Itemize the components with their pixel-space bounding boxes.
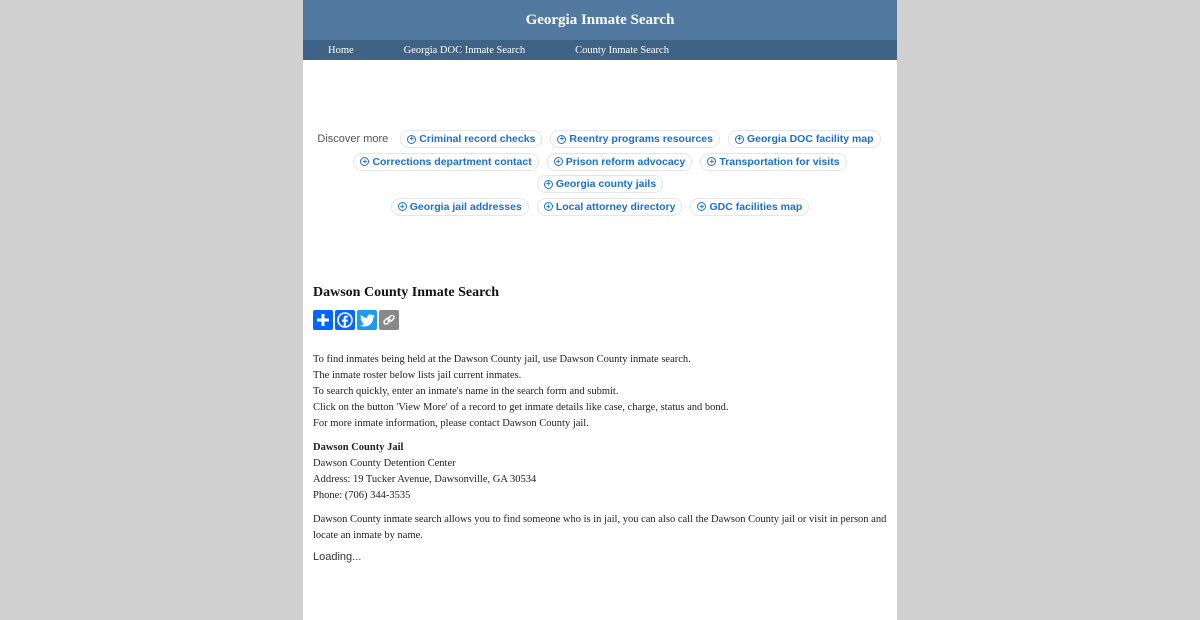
share-facebook-button[interactable] xyxy=(335,310,355,330)
nav-county-inmate-search[interactable]: County Inmate Search xyxy=(575,44,669,56)
share-copy-link-button[interactable] xyxy=(379,310,399,330)
share-bar xyxy=(313,310,887,330)
chip-label: Criminal record checks xyxy=(419,133,536,146)
page-title: Dawson County Inmate Search xyxy=(313,285,500,301)
description-paragraph: Dawson County inmate search allows you to find someone who is in jail, you can also call the Dawson County jail or visit in person and locate an inmate by name. xyxy=(313,514,887,542)
nav-home[interactable]: Home xyxy=(328,44,354,56)
chip-label: Transportation for visits xyxy=(719,155,840,168)
plus-circle-icon: + xyxy=(544,180,553,189)
discover-chip-corrections-department-contact[interactable] xyxy=(353,153,538,171)
discover-chip-criminal-record-checks[interactable] xyxy=(400,130,542,148)
main-nav xyxy=(303,40,897,60)
chip-label: Georgia DOC facility map xyxy=(746,133,874,146)
jail-phone: Phone: (706) 344-3535 xyxy=(313,490,411,502)
plus-circle-icon: + xyxy=(544,202,553,211)
jail-name: Dawson County Jail xyxy=(313,442,404,454)
discover-more-section xyxy=(303,128,897,218)
discover-chip-georgia-jail-addresses[interactable] xyxy=(391,198,529,216)
plus-circle-icon: + xyxy=(554,157,563,166)
intro-line: The inmate roster below lists jail current inmates. xyxy=(313,370,522,382)
site-title: Georgia Inmate Search xyxy=(525,11,675,28)
chip-label: Georgia jail addresses xyxy=(409,200,522,213)
jail-facility: Dawson County Detention Center xyxy=(313,458,456,470)
plus-icon xyxy=(316,313,330,327)
intro-line: To search quickly, enter an inmate's name in the search form and submit. xyxy=(313,386,619,398)
loading-indicator: Loading... xyxy=(313,551,362,564)
discover-chip-gdc-facilities-map[interactable] xyxy=(690,198,809,216)
jail-address: Address: 19 Tucker Avenue, Dawsonville, GA 30534 xyxy=(313,474,537,486)
plus-circle-icon: + xyxy=(735,135,744,144)
discover-chip-georgia-doc-facility-map[interactable] xyxy=(728,130,881,148)
site-header xyxy=(303,0,897,40)
discover-chip-transportation-for-visits[interactable] xyxy=(700,153,846,171)
share-add-button[interactable] xyxy=(313,310,333,330)
intro-line: Click on the button 'View More' of a record to get inmate details like case, charge, status and bond. xyxy=(313,402,729,414)
plus-circle-icon: + xyxy=(697,202,706,211)
discover-chip-local-attorney-directory[interactable] xyxy=(537,198,683,216)
plus-circle-icon: + xyxy=(398,202,407,211)
discover-chip-prison-reform-advocacy[interactable] xyxy=(547,153,693,171)
chip-label: Georgia county jails xyxy=(555,178,657,191)
chip-label: GDC facilities map xyxy=(709,200,803,213)
plus-circle-icon: + xyxy=(407,135,416,144)
chip-label: Corrections department contact xyxy=(372,155,532,168)
main-content xyxy=(303,285,897,563)
plus-circle-icon: + xyxy=(360,157,369,166)
plus-circle-icon: + xyxy=(557,135,566,144)
discover-chip-reentry-programs[interactable] xyxy=(550,130,720,148)
twitter-icon xyxy=(360,314,375,327)
chip-label: Prison reform advocacy xyxy=(565,155,686,168)
jail-info xyxy=(313,440,887,504)
plus-circle-icon: + xyxy=(707,157,716,166)
discover-chip-georgia-county-jails[interactable] xyxy=(537,175,663,193)
nav-georgia-doc-inmate-search[interactable]: Georgia DOC Inmate Search xyxy=(403,44,526,56)
chip-label: Local attorney directory xyxy=(555,200,676,213)
share-twitter-button[interactable] xyxy=(357,310,377,330)
intro-line: To find inmates being held at the Dawson County jail, use Dawson County inmate search. xyxy=(313,354,691,366)
facebook-icon xyxy=(337,312,353,328)
chip-label: Reentry programs resources xyxy=(569,133,713,146)
intro-text xyxy=(313,352,887,432)
discover-more-label: Discover more xyxy=(317,133,389,146)
intro-line: For more inmate information, please contact Dawson County jail. xyxy=(313,418,589,430)
page-container xyxy=(303,0,897,620)
link-icon xyxy=(382,313,396,327)
